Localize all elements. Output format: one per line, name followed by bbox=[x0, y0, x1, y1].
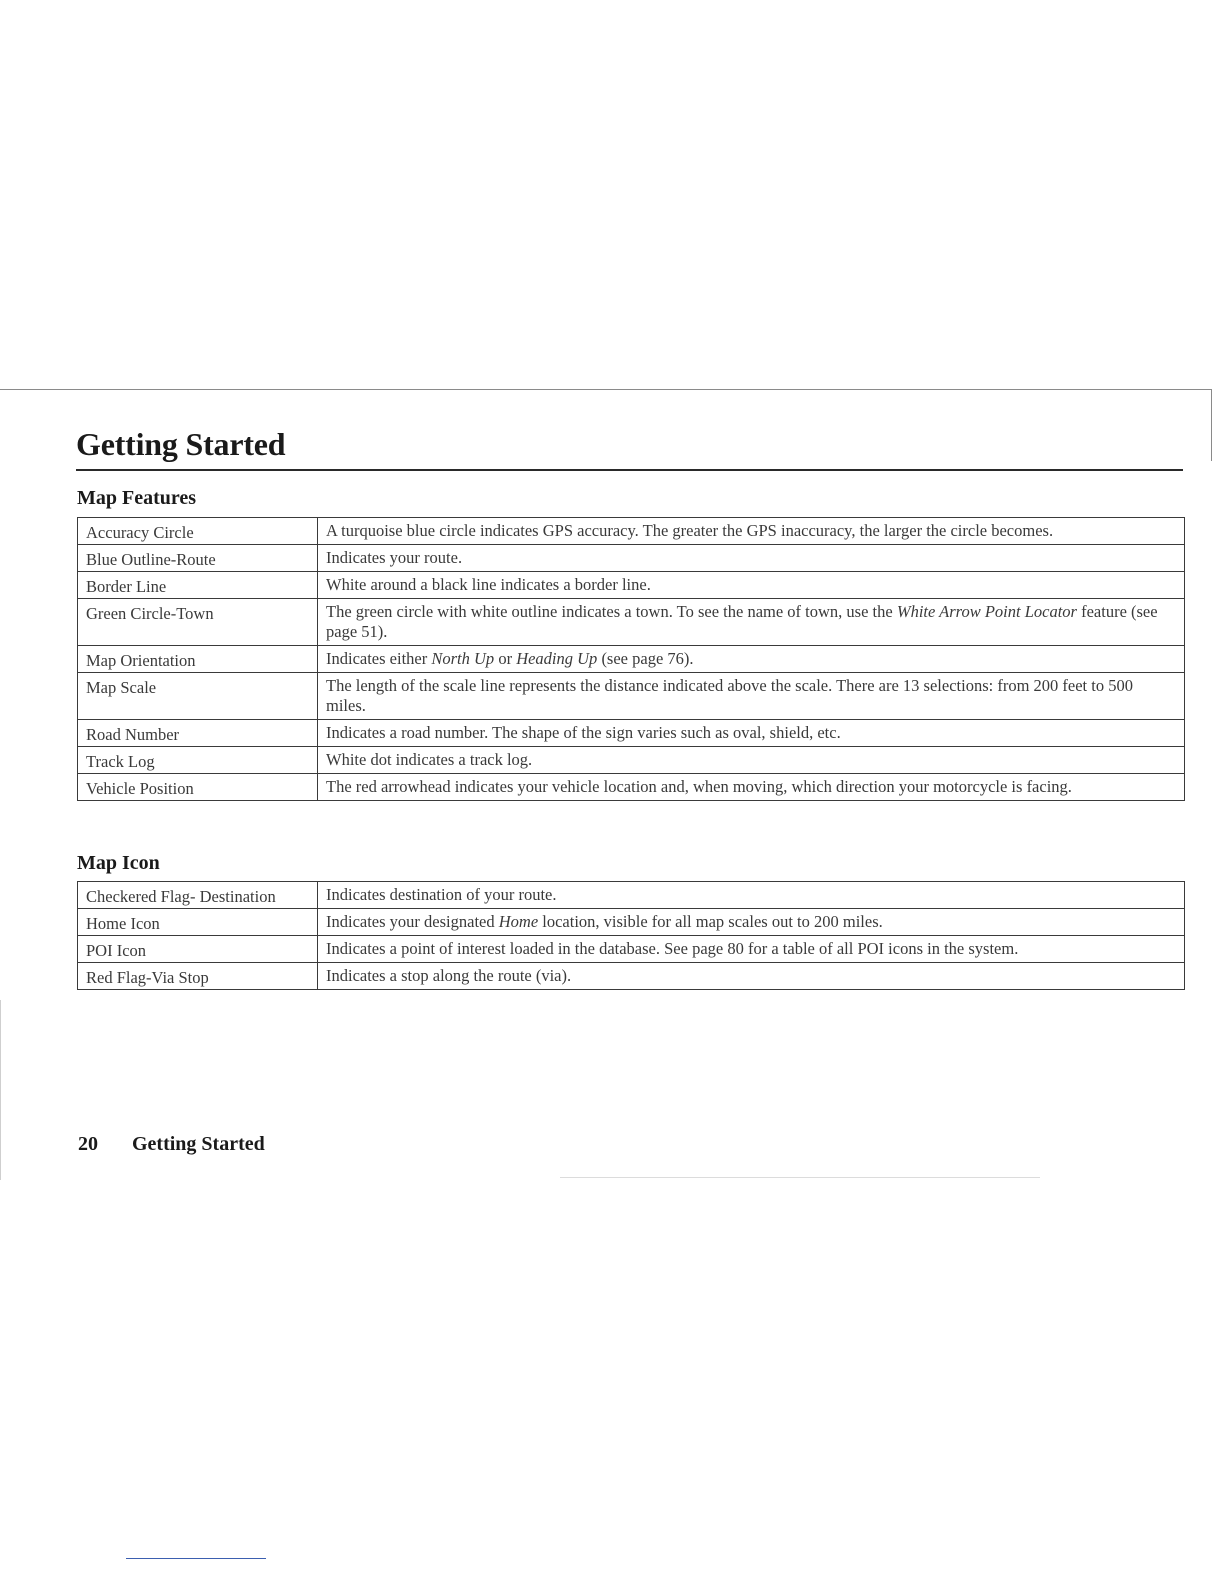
page-footer bbox=[78, 1133, 265, 1156]
description-text: Indicates a point of interest loaded in the database. See page 80 for a table of all POI icons in the system. bbox=[326, 939, 1019, 958]
description-text: White around a black line indicates a border line. bbox=[326, 575, 651, 594]
table-row bbox=[78, 720, 1185, 747]
table-row bbox=[78, 747, 1185, 774]
row-description bbox=[318, 774, 1185, 801]
table-row bbox=[78, 963, 1185, 990]
row-description bbox=[318, 747, 1185, 774]
page-left-edge bbox=[0, 1000, 1, 1180]
section-heading-map-features: Map Features bbox=[77, 487, 197, 509]
map-features-table-body bbox=[78, 518, 1185, 801]
table-row bbox=[78, 646, 1185, 673]
page-number: 20 bbox=[78, 1133, 98, 1155]
row-description bbox=[318, 673, 1185, 720]
row-description bbox=[318, 936, 1185, 963]
description-text: Indicates a road number. The shape of the sign varies such as oval, shield, etc. bbox=[326, 723, 841, 742]
row-description bbox=[318, 646, 1185, 673]
footer-section-name: Getting Started bbox=[132, 1133, 265, 1155]
description-emphasis: Heading Up bbox=[516, 649, 598, 668]
row-term: Vehicle Position bbox=[78, 774, 318, 801]
row-description bbox=[318, 882, 1185, 909]
description-text: location, visible for all map scales out to 200 miles. bbox=[538, 912, 883, 931]
row-description bbox=[318, 518, 1185, 545]
description-text: Indicates a stop along the route (via). bbox=[326, 966, 572, 985]
row-description bbox=[318, 545, 1185, 572]
row-term: Map Orientation bbox=[78, 646, 318, 673]
table-row bbox=[78, 572, 1185, 599]
page-bottom-rule bbox=[560, 1177, 1040, 1178]
description-text: or bbox=[494, 649, 517, 668]
row-term: Green Circle-Town bbox=[78, 599, 318, 646]
title-rule bbox=[76, 469, 1183, 471]
description-text: The green circle with white outline indicates a town. To see the name of town, use the bbox=[326, 602, 897, 621]
description-text: Indicates either bbox=[326, 649, 432, 668]
map-icon-table-body bbox=[78, 882, 1185, 990]
page-top-rule bbox=[0, 389, 1212, 390]
section-heading-map-icon: Map Icon bbox=[77, 852, 160, 874]
row-term: Blue Outline-Route bbox=[78, 545, 318, 572]
page-title: Getting Started bbox=[76, 426, 286, 462]
table-row bbox=[78, 673, 1185, 720]
row-term: Home Icon bbox=[78, 909, 318, 936]
table-row bbox=[78, 882, 1185, 909]
table-row bbox=[78, 936, 1185, 963]
table-row bbox=[78, 774, 1185, 801]
row-term: Accuracy Circle bbox=[78, 518, 318, 545]
row-term: POI Icon bbox=[78, 936, 318, 963]
description-text: (see page 76). bbox=[597, 649, 694, 668]
page-right-edge bbox=[1211, 389, 1212, 461]
table-row bbox=[78, 599, 1185, 646]
description-text: The red arrowhead indicates your vehicle location and, when moving, which direction your motorcycle is facing. bbox=[326, 777, 1072, 796]
description-text: Indicates your designated bbox=[326, 912, 499, 931]
row-description bbox=[318, 599, 1185, 646]
row-description bbox=[318, 572, 1185, 599]
description-emphasis: North Up bbox=[431, 649, 495, 668]
row-term: Red Flag-Via Stop bbox=[78, 963, 318, 990]
row-term: Track Log bbox=[78, 747, 318, 774]
row-description bbox=[318, 909, 1185, 936]
description-text: Indicates destination of your route. bbox=[326, 885, 557, 904]
row-term: Road Number bbox=[78, 720, 318, 747]
description-text: feature (see page 51). bbox=[326, 602, 1158, 641]
table-row bbox=[78, 518, 1185, 545]
row-term: Border Line bbox=[78, 572, 318, 599]
map-icon-table bbox=[77, 881, 1185, 990]
row-term: Checkered Flag- Destination bbox=[78, 882, 318, 909]
table-row bbox=[78, 909, 1185, 936]
map-features-table bbox=[77, 517, 1185, 801]
footer-underline bbox=[126, 1558, 266, 1559]
description-text: Indicates your route. bbox=[326, 548, 463, 567]
row-description bbox=[318, 963, 1185, 990]
description-emphasis: Home bbox=[498, 912, 539, 931]
description-emphasis: White Arrow Point Locator bbox=[896, 602, 1077, 621]
row-description bbox=[318, 720, 1185, 747]
description-text: The length of the scale line represents the distance indicated above the scale. There are 13 selections: from 200 feet to 500 miles. bbox=[326, 676, 1133, 715]
row-term: Map Scale bbox=[78, 673, 318, 720]
table-row bbox=[78, 545, 1185, 572]
description-text: A turquoise blue circle indicates GPS accuracy. The greater the GPS inaccuracy, the larger the circle becomes. bbox=[326, 521, 1054, 540]
description-text: White dot indicates a track log. bbox=[326, 750, 533, 769]
